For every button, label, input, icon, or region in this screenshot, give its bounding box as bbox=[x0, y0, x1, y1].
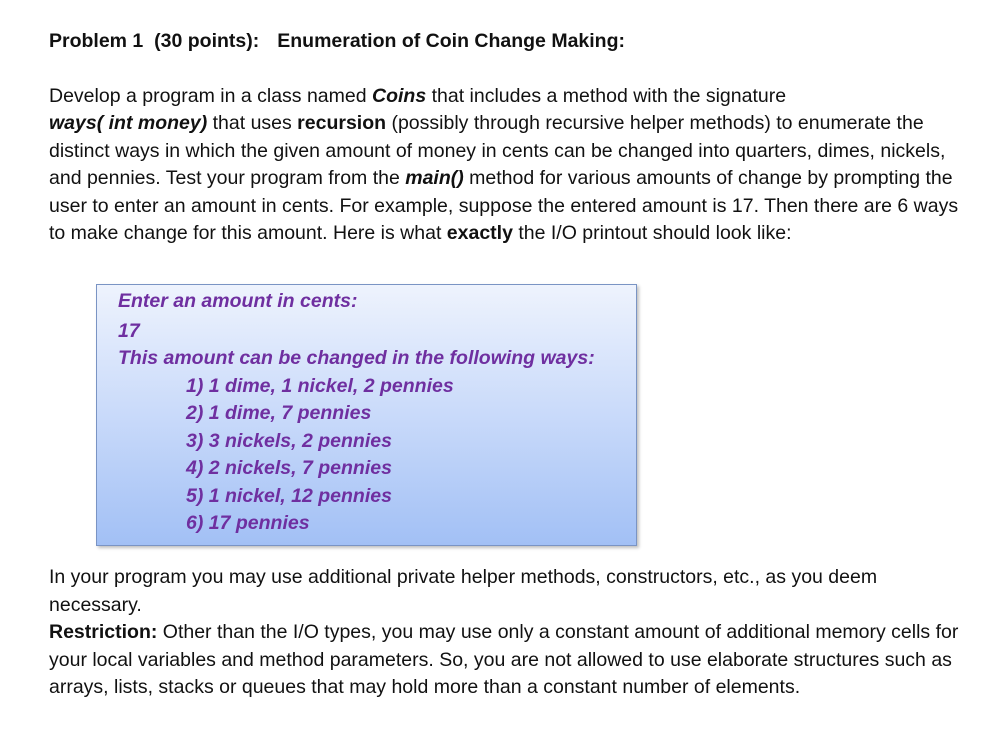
intro-text-1: Develop a program in a class named bbox=[49, 84, 372, 107]
helpers-note: In your program you may use additional private helper methods, constructors, etc., as you deem necessary. bbox=[49, 566, 878, 616]
problem-description bbox=[49, 83, 959, 248]
io-way-item: 1) 1 dime, 1 nickel, 2 pennies bbox=[186, 374, 454, 397]
main-method: main() bbox=[405, 167, 464, 189]
intro-text-6: the I/O printout should look like: bbox=[512, 222, 792, 244]
exactly-term: exactly bbox=[446, 222, 513, 244]
io-example-box bbox=[96, 284, 637, 546]
io-prompt: Enter an amount in cents: bbox=[118, 290, 358, 312]
restriction-note bbox=[49, 619, 959, 702]
intro-text-4: (possibly through recursive helper methods) to enumerate the distinct ways in which the given amount of money in cents can be changed into quarters, dimes, nickels, and pennies. Test your program from the bbox=[49, 112, 946, 189]
io-amount: 17 bbox=[118, 319, 140, 342]
notes-section bbox=[49, 564, 959, 702]
restriction-label: Restriction: bbox=[49, 621, 158, 643]
intro-text-5: method for various amounts of change by prompting the user to enter an amount in cents. For example, suppose the entered amount is 17. Then there are 6 ways to make change for this amount. Here is what bbox=[49, 167, 959, 244]
problem-points: (30 points): bbox=[154, 30, 260, 52]
intro-text-2: that includes a method with the signature bbox=[426, 84, 787, 107]
restriction-text: Other than the I/O types, you may use only a constant amount of additional memory cells for your local variables and method parameters. So, you are not allowed to use elaborate structures such as arrays, lists, stacks or queues that may hold more than a constant number of elements. bbox=[49, 621, 959, 698]
intro-text-3: that uses bbox=[207, 112, 298, 134]
problem-title: Enumeration of Coin Change Making: bbox=[277, 30, 625, 52]
problem-document bbox=[49, 28, 959, 248]
problem-label: Problem 1 bbox=[49, 30, 144, 52]
problem-heading bbox=[49, 28, 959, 56]
io-way-item: 4) 2 nickels, 7 pennies bbox=[186, 457, 392, 479]
io-way-item: 2) 1 dime, 7 pennies bbox=[186, 402, 372, 424]
io-ways-list bbox=[118, 373, 636, 538]
recursion-term: recursion bbox=[297, 112, 387, 134]
method-signature: ways( int money) bbox=[49, 112, 208, 134]
io-way-item: 3) 3 nickels, 2 pennies bbox=[186, 429, 392, 452]
io-result-header: This amount can be changed in the following ways: bbox=[118, 347, 595, 369]
class-name: Coins bbox=[372, 84, 427, 107]
io-way-item: 5) 1 nickel, 12 pennies bbox=[186, 484, 392, 507]
io-way-item: 6) 17 pennies bbox=[186, 512, 310, 534]
